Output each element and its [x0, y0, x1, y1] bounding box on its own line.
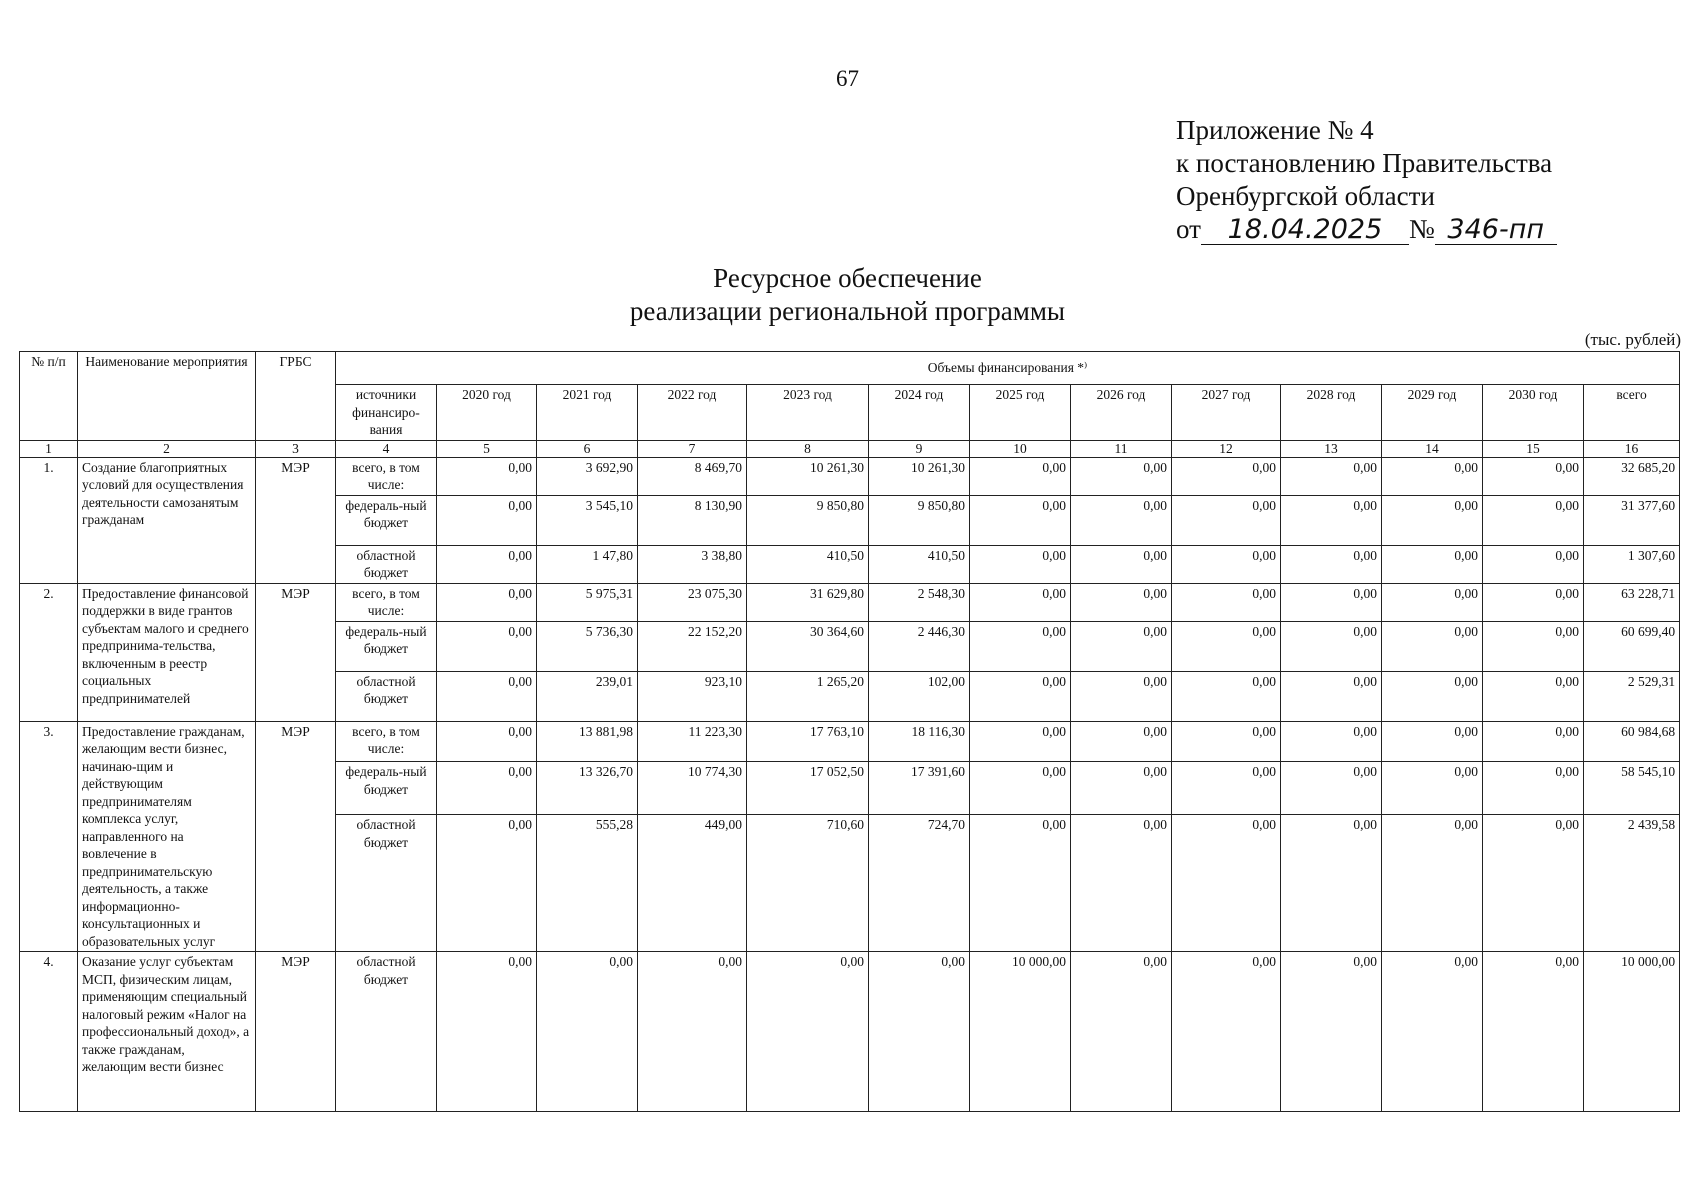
- year-value: 3 545,10: [537, 495, 638, 545]
- year-value: 0,00: [970, 815, 1071, 952]
- total-value: 10 000,00: [1584, 952, 1680, 1112]
- year-value: 0,00: [1382, 495, 1483, 545]
- column-number: 4: [336, 440, 437, 457]
- table-row: [20, 457, 1680, 495]
- year-value: 0,00: [437, 457, 537, 495]
- year-value: 0,00: [970, 545, 1071, 583]
- year-value: 0,00: [1382, 457, 1483, 495]
- year-value: 0,00: [1281, 815, 1382, 952]
- year-value: 18 116,30: [869, 721, 970, 762]
- year-value: 0,00: [437, 621, 537, 671]
- header-year: 2026 год: [1071, 385, 1172, 441]
- decree-number: 346-пп: [1435, 216, 1557, 245]
- year-value: 17 052,50: [747, 762, 869, 815]
- header-sources: источники финансиро-вания: [336, 385, 437, 441]
- year-value: 2 446,30: [869, 621, 970, 671]
- year-value: 0,00: [1483, 671, 1584, 721]
- year-value: 10 000,00: [970, 952, 1071, 1112]
- item-name: Создание благоприятных условий для осуществления деятельности самозанятым гражданам: [78, 457, 256, 583]
- year-value: 0,00: [1281, 457, 1382, 495]
- table-body: [20, 457, 1680, 1112]
- column-number: 15: [1483, 440, 1584, 457]
- column-number: 9: [869, 440, 970, 457]
- year-value: 0,00: [1071, 457, 1172, 495]
- column-number: 8: [747, 440, 869, 457]
- funding-source: федераль-ный бюджет: [336, 495, 437, 545]
- year-value: 5 736,30: [537, 621, 638, 671]
- year-value: 0,00: [1172, 621, 1281, 671]
- year-value: 0,00: [1172, 952, 1281, 1112]
- column-number: 3: [256, 440, 336, 457]
- resource-table: [19, 351, 1680, 1112]
- year-value: 0,00: [1483, 457, 1584, 495]
- year-value: 0,00: [1172, 583, 1281, 621]
- item-name: Оказание услуг субъектам МСП, физическим лицам, применяющим специальный налоговый режим «Налог на профессиональный доход», а также гражданам, желающим вести бизнес: [78, 952, 256, 1112]
- year-value: 0,00: [869, 952, 970, 1112]
- units-label: (тыс. рублей): [1584, 330, 1681, 349]
- year-value: 17 763,10: [747, 721, 869, 762]
- year-value: 23 075,30: [638, 583, 747, 621]
- year-value: 0,00: [1172, 721, 1281, 762]
- year-value: 0,00: [1281, 952, 1382, 1112]
- year-value: 0,00: [1281, 583, 1382, 621]
- header-no: № п/п: [20, 352, 78, 441]
- item-number: 3.: [20, 721, 78, 952]
- year-value: 0,00: [1382, 815, 1483, 952]
- column-number: 6: [537, 440, 638, 457]
- year-value: 0,00: [437, 495, 537, 545]
- year-value: 0,00: [437, 762, 537, 815]
- year-value: 410,50: [869, 545, 970, 583]
- column-number: 2: [78, 440, 256, 457]
- appendix-line-2: к постановлению Правительства: [1176, 148, 1553, 178]
- total-value: 32 685,20: [1584, 457, 1680, 495]
- year-value: 2 548,30: [869, 583, 970, 621]
- appendix-line-3: Оренбургской области: [1176, 181, 1435, 211]
- year-value: 0,00: [1382, 545, 1483, 583]
- year-value: 0,00: [1172, 545, 1281, 583]
- year-value: 0,00: [437, 721, 537, 762]
- year-value: 10 261,30: [869, 457, 970, 495]
- appendix-decree-line: [1176, 213, 1557, 246]
- year-value: 0,00: [1382, 621, 1483, 671]
- year-value: 13 326,70: [537, 762, 638, 815]
- header-year: 2024 год: [869, 385, 970, 441]
- year-value: 0,00: [1483, 762, 1584, 815]
- year-value: 0,00: [1281, 762, 1382, 815]
- year-value: 0,00: [1483, 495, 1584, 545]
- item-number: 4.: [20, 952, 78, 1112]
- year-value: 1 265,20: [747, 671, 869, 721]
- year-value: 0,00: [1071, 815, 1172, 952]
- year-value: 0,00: [970, 762, 1071, 815]
- year-value: 0,00: [437, 545, 537, 583]
- item-number: 1.: [20, 457, 78, 583]
- column-number: 10: [970, 440, 1071, 457]
- header-year: 2025 год: [970, 385, 1071, 441]
- funding-source: всего, в том числе:: [336, 457, 437, 495]
- funding-source: областной бюджет: [336, 545, 437, 583]
- year-value: 13 881,98: [537, 721, 638, 762]
- title-line-1: Ресурсное обеспечение: [713, 263, 982, 293]
- item-grbs: МЭР: [256, 457, 336, 583]
- total-value: 63 228,71: [1584, 583, 1680, 621]
- header-year: 2023 год: [747, 385, 869, 441]
- header-year: 2029 год: [1382, 385, 1483, 441]
- year-value: 9 850,80: [869, 495, 970, 545]
- item-grbs: МЭР: [256, 583, 336, 721]
- year-value: 0,00: [970, 457, 1071, 495]
- year-value: 3 38,80: [638, 545, 747, 583]
- year-value: 0,00: [1382, 671, 1483, 721]
- header-year: 2020 год: [437, 385, 537, 441]
- year-value: 449,00: [638, 815, 747, 952]
- year-value: 239,01: [537, 671, 638, 721]
- year-value: 0,00: [1281, 495, 1382, 545]
- year-value: 724,70: [869, 815, 970, 952]
- year-value: 410,50: [747, 545, 869, 583]
- year-value: 0,00: [1281, 621, 1382, 671]
- year-value: 11 223,30: [638, 721, 747, 762]
- header-year: 2021 год: [537, 385, 638, 441]
- year-value: 0,00: [437, 583, 537, 621]
- year-value: 0,00: [1071, 545, 1172, 583]
- funding-source: областной бюджет: [336, 815, 437, 952]
- column-number: 12: [1172, 440, 1281, 457]
- funding-source: всего, в том числе:: [336, 721, 437, 762]
- year-value: 10 774,30: [638, 762, 747, 815]
- year-value: 923,10: [638, 671, 747, 721]
- column-number: 1: [20, 440, 78, 457]
- item-name: Предоставление гражданам, желающим вести бизнес, начинаю-щим и действующим предпринимателям комплекса услуг, направленного на вовлечение в предпринимательскую деятельность, а также информационно-консультационных и образовательных услуг: [78, 721, 256, 952]
- document-title: [0, 262, 1695, 328]
- total-value: 58 545,10: [1584, 762, 1680, 815]
- item-number: 2.: [20, 583, 78, 721]
- year-value: 0,00: [1071, 721, 1172, 762]
- year-value: 0,00: [1071, 762, 1172, 815]
- year-value: 0,00: [1071, 952, 1172, 1112]
- year-value: 0,00: [638, 952, 747, 1112]
- column-number-row: [20, 440, 1680, 457]
- year-value: 0,00: [1382, 583, 1483, 621]
- year-value: 0,00: [1071, 495, 1172, 545]
- appendix-block: [1176, 114, 1557, 246]
- header-year: 2022 год: [638, 385, 747, 441]
- year-value: 0,00: [1172, 495, 1281, 545]
- funding-source: областной бюджет: [336, 952, 437, 1112]
- funding-source: всего, в том числе:: [336, 583, 437, 621]
- year-value: 0,00: [1382, 952, 1483, 1112]
- header-grbs: ГРБС: [256, 352, 336, 441]
- year-value: 0,00: [1071, 671, 1172, 721]
- header-year: 2030 год: [1483, 385, 1584, 441]
- year-value: 0,00: [537, 952, 638, 1112]
- item-name: Предоставление финансовой поддержки в виде грантов субъектам малого и среднего предпринима-тельства, включенным в реестр социальных предпринимателей: [78, 583, 256, 721]
- year-value: 0,00: [437, 815, 537, 952]
- year-value: 0,00: [1483, 583, 1584, 621]
- year-value: 31 629,80: [747, 583, 869, 621]
- funding-source: федераль-ный бюджет: [336, 762, 437, 815]
- column-number: 16: [1584, 440, 1680, 457]
- title-line-2: реализации региональной программы: [629, 296, 1066, 326]
- year-value: 0,00: [1483, 721, 1584, 762]
- year-value: 1 47,80: [537, 545, 638, 583]
- year-value: 0,00: [1071, 583, 1172, 621]
- year-value: 0,00: [1281, 545, 1382, 583]
- year-value: 102,00: [869, 671, 970, 721]
- page-number: 67: [836, 66, 859, 91]
- year-value: 0,00: [970, 583, 1071, 621]
- year-value: 0,00: [747, 952, 869, 1112]
- number-label: №: [1408, 214, 1435, 244]
- total-value: 60 984,68: [1584, 721, 1680, 762]
- total-value: 60 699,40: [1584, 621, 1680, 671]
- year-value: 0,00: [437, 952, 537, 1112]
- year-value: 22 152,20: [638, 621, 747, 671]
- total-value: 2 529,31: [1584, 671, 1680, 721]
- year-value: 8 130,90: [638, 495, 747, 545]
- year-value: 0,00: [1281, 671, 1382, 721]
- year-value: 0,00: [1483, 815, 1584, 952]
- year-value: 5 975,31: [537, 583, 638, 621]
- funding-source: областной бюджет: [336, 671, 437, 721]
- table-row: [20, 721, 1680, 762]
- year-value: 0,00: [970, 721, 1071, 762]
- header-total: всего: [1584, 385, 1680, 441]
- item-grbs: МЭР: [256, 952, 336, 1112]
- year-value: 0,00: [1071, 621, 1172, 671]
- total-value: 31 377,60: [1584, 495, 1680, 545]
- header-funding: Объемы финансирования *⁾: [336, 352, 1680, 385]
- year-value: 0,00: [437, 671, 537, 721]
- year-value: 0,00: [1172, 762, 1281, 815]
- year-value: 0,00: [1281, 721, 1382, 762]
- item-grbs: МЭР: [256, 721, 336, 952]
- table-row: [20, 583, 1680, 621]
- year-value: 0,00: [970, 671, 1071, 721]
- year-value: 0,00: [970, 621, 1071, 671]
- year-value: 710,60: [747, 815, 869, 952]
- year-value: 0,00: [1483, 952, 1584, 1112]
- header-name: Наименование мероприятия: [78, 352, 256, 441]
- column-number: 7: [638, 440, 747, 457]
- year-value: 8 469,70: [638, 457, 747, 495]
- year-value: 3 692,90: [537, 457, 638, 495]
- year-value: 0,00: [1382, 721, 1483, 762]
- year-value: 0,00: [1172, 671, 1281, 721]
- year-value: 30 364,60: [747, 621, 869, 671]
- table-row: [20, 952, 1680, 1112]
- column-number: 14: [1382, 440, 1483, 457]
- year-value: 0,00: [1382, 762, 1483, 815]
- header-year: 2027 год: [1172, 385, 1281, 441]
- year-value: 0,00: [1172, 457, 1281, 495]
- year-value: 0,00: [970, 495, 1071, 545]
- year-value: 555,28: [537, 815, 638, 952]
- year-value: 10 261,30: [747, 457, 869, 495]
- from-label: от: [1176, 214, 1201, 244]
- year-value: 0,00: [1483, 621, 1584, 671]
- header-row-1: [20, 352, 1680, 385]
- appendix-line-1: Приложение № 4: [1176, 115, 1374, 145]
- year-value: 0,00: [1483, 545, 1584, 583]
- column-number: 5: [437, 440, 537, 457]
- column-number: 13: [1281, 440, 1382, 457]
- decree-date: 18.04.2025: [1201, 216, 1409, 245]
- year-value: 9 850,80: [747, 495, 869, 545]
- year-value: 17 391,60: [869, 762, 970, 815]
- year-value: 0,00: [1172, 815, 1281, 952]
- funding-source: федераль-ный бюджет: [336, 621, 437, 671]
- total-value: 2 439,58: [1584, 815, 1680, 952]
- total-value: 1 307,60: [1584, 545, 1680, 583]
- column-number: 11: [1071, 440, 1172, 457]
- header-year: 2028 год: [1281, 385, 1382, 441]
